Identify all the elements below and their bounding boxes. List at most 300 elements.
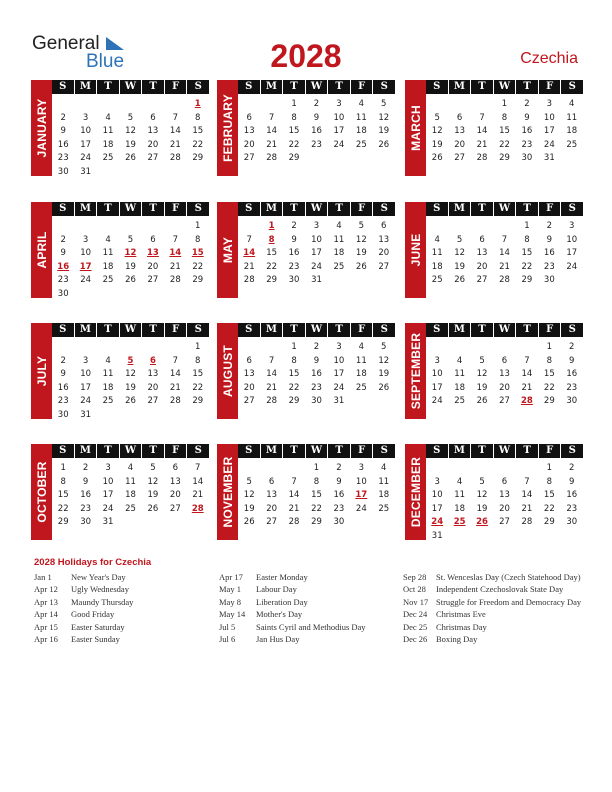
day-cell: 9 [291,234,297,245]
empty-cell [426,220,448,234]
day-cell: 14 [192,476,204,487]
holiday-date: Jul 5 [219,621,236,632]
day-cell: 26 [476,396,488,406]
weekday-label: W [306,323,329,337]
day-cell: 23 [288,261,300,272]
month-name: JUNE [408,233,423,267]
day-cell: 9 [82,476,89,487]
day-cell: 12 [125,369,136,379]
week-row [238,382,395,396]
week-row [238,234,395,248]
weekday-label: M [75,444,98,458]
holiday-day-cell: 17 [79,261,92,272]
day-cell: 18 [454,382,466,393]
day-cell: 5 [150,463,156,473]
empty-cell [119,341,141,355]
day-cell: 15 [57,490,69,500]
holiday-row [403,583,583,595]
day-cell: 8 [195,234,201,245]
day-cell: 12 [378,112,390,123]
day-cell: 7 [195,463,201,473]
holiday-day-cell: 1 [268,221,275,231]
holiday-date: Dec 26 [403,634,428,645]
week-row [426,395,583,409]
day-cell: 15 [311,490,322,500]
month-name: JANUARY [34,98,49,158]
week-row [426,503,583,517]
empty-cell [493,530,515,544]
day-cell: 27 [266,517,278,527]
week-row [426,220,583,234]
day-cell: 27 [499,517,510,527]
week-row [52,368,209,382]
week-row [426,476,583,490]
day-cell: 3 [82,112,89,123]
day-cell: 25 [566,139,578,150]
day-grid [238,323,395,409]
day-cell: 25 [431,275,443,285]
day-cell: 23 [80,503,92,514]
day-cell: 16 [333,490,345,500]
empty-cell [74,220,96,234]
day-cell: 21 [288,503,300,514]
month-february [217,80,395,176]
holiday-name: Easter Saturday [71,621,125,632]
empty-cell [74,341,96,355]
empty-cell [238,462,260,476]
weekday-header [238,323,395,337]
month-name: APRIL [34,231,49,269]
day-cell: 12 [431,126,443,136]
week-row [238,112,395,126]
month-january [31,80,209,176]
weekday-label: T [328,444,351,458]
weekday-header [426,80,583,94]
week-row [52,98,209,112]
day-cell: 10 [311,234,322,245]
day-cell: 25 [125,503,136,514]
weekday-label: W [120,80,143,94]
holiday-name: Christmas Eve [436,609,486,620]
day-cell: 26 [243,517,255,527]
weekday-label: S [194,445,202,456]
weekday-label: S [52,444,75,458]
day-cell: 22 [288,382,300,393]
day-cell: 3 [82,355,89,366]
day-cell: 19 [243,503,255,514]
month-label [405,444,426,540]
empty-cell [471,341,493,355]
day-grid [238,444,395,530]
day-cell: 27 [169,503,181,514]
empty-cell [142,166,164,180]
day-cell: 1 [546,342,553,352]
month-label [217,444,238,540]
weekday-label: M [75,80,98,94]
week-row [52,409,209,423]
weekday-label: T [471,323,494,337]
day-cell: 21 [169,382,181,393]
empty-cell [448,530,470,544]
day-cell: 17 [80,139,92,150]
month-label [405,202,426,298]
day-cell: 10 [333,112,345,123]
weekday-label: S [238,202,261,216]
weekday-label: M [449,80,472,94]
day-cell: 29 [543,517,555,527]
day-cell: 21 [499,261,510,272]
day-cell: 7 [268,355,275,366]
holiday-name: Labour Day [256,584,297,595]
day-cell: 25 [102,275,114,285]
week-row [52,382,209,396]
day-cell: 28 [499,275,510,285]
weekday-label: T [97,444,120,458]
day-cell: 18 [102,139,114,150]
weekday-label: S [568,203,576,214]
brand-line1: General [32,33,100,54]
holidays-title: 2028 Holidays for Czechia [34,557,152,568]
day-cell: 20 [169,490,181,500]
day-cell: 2 [546,221,553,231]
day-cell: 23 [566,382,578,393]
day-cell: 13 [499,369,510,379]
day-cell: 29 [57,517,69,527]
day-cell: 10 [431,490,443,500]
empty-cell [350,274,372,288]
week-row [426,530,583,544]
day-cell: 26 [125,275,136,285]
day-cell: 23 [521,139,533,150]
month-november [217,444,395,540]
day-cell: 5 [127,234,134,245]
empty-cell [328,274,350,288]
week-row [238,274,395,288]
empty-cell [283,462,305,476]
day-cell: 13 [243,369,255,379]
weekday-label: M [75,202,98,216]
weekday-header [52,202,209,216]
day-cell: 18 [355,369,367,379]
empty-cell [164,341,186,355]
day-cell: 1 [501,99,508,109]
holiday-row [403,596,583,608]
month-name: MAY [220,236,235,264]
week-row [52,220,209,234]
weekday-label: T [471,202,494,216]
weekday-label: F [351,444,374,458]
day-cell: 28 [243,275,255,285]
day-cell: 31 [333,396,345,406]
week-row [426,112,583,126]
holiday-day-cell: 8 [268,234,275,245]
week-row [426,516,583,530]
day-cell: 7 [172,355,179,366]
empty-cell [119,288,141,302]
holiday-row [219,583,399,595]
week-row [238,355,395,369]
day-grid [52,323,209,422]
empty-cell [350,152,372,166]
weekday-label: F [539,202,562,216]
day-cell: 22 [192,139,204,150]
day-cell: 24 [333,139,345,150]
day-cell: 3 [313,221,320,231]
empty-cell [373,395,395,409]
week-row [238,220,395,234]
day-cell: 10 [543,112,555,123]
weekday-label: S [194,324,202,335]
day-cell: 16 [311,126,322,136]
day-cell: 12 [355,234,367,245]
country-name: Czechia [520,50,578,67]
week-row [238,261,395,275]
holiday-date: Jan 1 [34,572,52,582]
holiday-day-cell: 16 [57,261,70,272]
month-label [405,80,426,176]
day-grid [426,80,583,166]
day-cell: 1 [60,463,66,473]
weekday-label: S [380,445,388,456]
day-cell: 19 [476,382,488,393]
empty-cell [471,462,493,476]
weekday-label: T [142,323,165,337]
day-cell: 25 [102,396,114,406]
day-cell: 2 [524,99,530,109]
day-cell: 5 [456,234,463,245]
day-cell: 27 [378,261,390,272]
week-row [52,355,209,369]
month-april [31,202,209,298]
day-cell: 2 [291,221,297,231]
day-cell: 23 [57,153,69,163]
day-cell: 25 [333,261,345,272]
day-cell: 14 [521,490,533,500]
weekday-label: T [328,80,351,94]
day-cell: 24 [355,503,367,514]
day-cell: 25 [102,153,114,163]
day-cell: 29 [521,275,533,285]
week-row [52,341,209,355]
weekday-label: S [52,80,75,94]
day-cell: 24 [333,382,345,393]
day-cell: 1 [291,342,297,352]
day-cell: 22 [288,139,300,150]
day-cell: 7 [268,112,275,123]
day-cell: 16 [288,248,300,258]
weekday-label: S [238,80,261,94]
holiday-row [219,621,399,633]
day-cell: 19 [147,490,159,500]
holiday-name: St. Wenceslas Day (Czech Statehood Day) [436,572,581,582]
day-cell: 4 [456,476,463,487]
weekday-label: S [238,444,261,458]
week-row [238,462,395,476]
day-cell: 28 [266,396,278,406]
day-grid [426,444,583,543]
day-cell: 8 [501,112,508,123]
month-label [217,80,238,176]
day-cell: 21 [243,261,255,272]
day-grid [52,202,209,301]
weekday-label: F [165,202,188,216]
empty-cell [493,341,515,355]
day-cell: 26 [431,153,443,163]
day-cell: 13 [378,234,390,245]
day-cell: 30 [566,517,578,527]
week-row [52,261,209,275]
day-cell: 13 [266,490,278,500]
empty-cell [97,341,119,355]
day-cell: 6 [172,463,179,473]
holiday-name: Easter Monday [256,572,308,582]
empty-cell [373,516,395,530]
day-cell: 22 [521,261,533,272]
month-october [31,444,209,540]
week-row [426,341,583,355]
holiday-date: Apr 12 [34,584,58,595]
day-cell: 15 [543,369,555,379]
day-cell: 30 [566,396,578,406]
empty-cell [448,341,470,355]
empty-cell [260,462,282,476]
day-cell: 24 [80,275,92,285]
day-cell: 2 [82,463,89,473]
holiday-date: Apr 15 [34,621,58,632]
day-cell: 22 [543,382,555,393]
empty-cell [164,516,186,530]
empty-cell [305,152,327,166]
month-label [31,444,52,540]
day-cell: 17 [80,382,92,393]
day-cell: 23 [543,261,555,272]
day-cell: 26 [125,396,136,406]
holiday-name: Struggle for Freedom and Democracy Day [436,596,582,607]
day-cell: 22 [499,139,510,150]
day-cell: 31 [80,166,92,177]
week-row [52,462,209,476]
day-cell: 6 [381,221,387,231]
weekday-label: T [328,202,351,216]
weekday-label: F [351,323,374,337]
weekday-label: F [539,80,562,94]
weekday-header [52,444,209,458]
week-row [426,247,583,261]
empty-cell [516,462,538,476]
day-cell: 6 [246,112,252,123]
day-cell: 8 [195,112,201,123]
weekday-label: W [306,444,329,458]
day-cell: 22 [192,382,204,393]
month-name: NOVEMBER [220,456,235,528]
day-cell: 18 [431,261,443,272]
empty-cell [119,409,141,423]
day-cell: 18 [355,126,367,136]
day-cell: 31 [543,153,555,163]
day-cell: 28 [169,275,181,285]
day-cell: 21 [266,382,278,393]
day-cell: 19 [355,248,367,258]
day-cell: 24 [102,503,114,514]
day-cell: 23 [333,503,345,514]
week-row [52,152,209,166]
day-cell: 2 [313,342,320,352]
weekday-label: S [194,203,202,214]
day-cell: 7 [524,476,530,487]
day-cell: 15 [543,490,555,500]
weekday-label: W [306,80,329,94]
day-cell: 11 [102,126,114,136]
empty-cell [97,409,119,423]
weekday-label: W [120,202,143,216]
day-cell: 18 [566,126,578,136]
holiday-day-cell: 25 [453,517,466,527]
holiday-day-cell: 13 [146,248,159,258]
empty-cell [164,409,186,423]
day-cell: 27 [147,275,159,285]
empty-cell [350,395,372,409]
weekday-label: S [380,324,388,335]
day-cell: 2 [569,463,575,473]
weekday-label: S [426,444,449,458]
day-cell: 14 [499,248,510,258]
empty-cell [74,98,96,112]
day-cell: 11 [454,369,466,379]
day-cell: 4 [358,342,365,352]
day-cell: 3 [336,342,342,352]
empty-cell [142,341,164,355]
day-cell: 2 [60,112,66,123]
empty-cell [426,341,448,355]
day-cell: 13 [147,126,159,136]
month-label [31,323,52,419]
day-cell: 2 [569,342,575,352]
month-name: FEBRUARY [220,94,235,162]
empty-cell [538,530,560,544]
day-cell: 22 [57,503,69,514]
day-cell: 30 [80,517,92,527]
day-cell: 8 [291,112,297,123]
holiday-date: Oct 28 [403,584,426,595]
weekday-label: T [142,80,165,94]
day-cell: 28 [521,517,533,527]
empty-cell [97,288,119,302]
week-row [426,489,583,503]
holiday-row [34,571,214,583]
day-cell: 22 [192,261,204,272]
day-cell: 11 [333,234,345,245]
month-may [217,202,395,298]
day-cell: 10 [80,126,92,136]
weekday-header [238,80,395,94]
day-cell: 4 [105,355,111,366]
holiday-date: Apr 16 [34,634,58,645]
weekday-label: S [194,81,202,92]
holiday-date: May 1 [219,584,241,595]
day-cell: 11 [125,476,136,487]
day-cell: 27 [147,153,159,163]
day-cell: 24 [566,261,578,272]
day-cell: 6 [268,476,275,487]
day-cell: 14 [476,126,488,136]
day-cell: 16 [311,369,322,379]
weekday-label: T [516,323,539,337]
day-grid [52,444,209,530]
day-cell: 14 [288,490,300,500]
holiday-day-cell: 24 [431,517,444,527]
holiday-row [219,633,399,645]
week-row [238,489,395,503]
